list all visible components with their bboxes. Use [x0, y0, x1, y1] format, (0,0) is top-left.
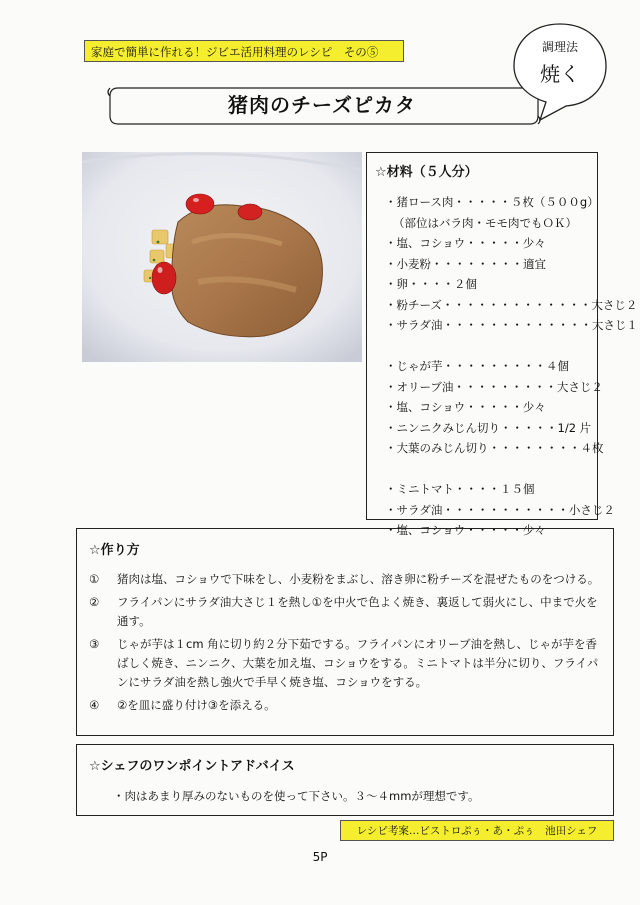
step-text: ②を皿に盛り付け③を添える。 [117, 698, 276, 712]
chef-advice-heading: ☆シェフのワンポイントアドバイス [89, 759, 295, 774]
ingredient-line [375, 459, 591, 480]
ingredient-line: ・じゃが芋・・・・・・・・・４個 [385, 359, 569, 373]
ingredients-heading: ☆材料（５人分） [375, 165, 478, 180]
step-number: ① [89, 572, 100, 586]
ingredient-line: ・塩、コショウ・・・・・少々 [385, 400, 546, 414]
ingredient-line: ・塩、コショウ・・・・・少々 [385, 236, 546, 250]
ingredient-line: ・ニンニクみじん切り・・・・・1/2 片 [385, 420, 592, 435]
step-number: ④ [89, 698, 100, 712]
steps-list [89, 570, 601, 715]
step-item [89, 593, 601, 631]
cooking-method-bubble [506, 18, 614, 126]
step-item [89, 635, 601, 692]
ingredient-line: ・卵・・・・２個 [385, 277, 477, 291]
recipe-credit: レシピ考案…ビストロぷぅ・あ・ぷぅ 池田シェフ [340, 820, 614, 841]
step-item [89, 696, 601, 715]
chef-advice-text: ・肉はあまり厚みのないものを使って下さい。３～４mmが理想です。 [113, 789, 480, 803]
page-number: 5P [312, 850, 328, 864]
step-text: 猪肉は塩、コショウで下味をし、小麦粉をまぶし、溶き卵に粉チーズを混ぜたものをつける。 [117, 572, 600, 586]
ingredient-line: ・粉チーズ・・・・・・・・・・・・・大さじ２ [385, 297, 638, 312]
ingredient-line: ・塩、コショウ・・・・・少々 [385, 523, 546, 537]
series-banner: 家庭で簡単に作れる！ジビエ活用料理のレシピ その⑤ [84, 40, 404, 62]
chef-advice-box [76, 744, 614, 816]
cooking-method-label: 調理法 [541, 40, 578, 54]
dish-photo [82, 152, 362, 362]
step-text: フライパンにサラダ油大さじ１を熱し①を中火で色よく焼き、裏返して弱火にし、中まで火を通す。 [117, 595, 598, 628]
page-title: 猪肉のチーズピカタ [228, 93, 416, 117]
ingredients-list [375, 192, 638, 541]
step-number: ③ [89, 637, 100, 651]
ingredients-box [366, 152, 638, 537]
ingredient-line [375, 336, 591, 357]
ingredient-line: ・小麦粉・・・・・・・・適宜 [385, 256, 546, 271]
step-text: じゃが芋は１cm 角に切り約２分下茹でする。フライパンにオリーブ油を熱し、じゃが芋を香ばしく焼き、ニンニク、大葉を加え塩、コショウをする。ミニトマトは半分に切り、フライパンにサラダ油を熱し強火で手早く焼き塩、コショウをする。 [117, 637, 599, 689]
cooking-method-value: 焼く [540, 62, 580, 86]
steps-box [76, 528, 614, 736]
ingredient-line: ・オリーブ油・・・・・・・・・大さじ２ [385, 379, 603, 394]
ingredient-line: ・サラダ油・・・・・・・・・・・・・大さじ１ [385, 318, 638, 332]
ingredient-line: （部位はバラ肉・モモ肉でもＯＫ） [393, 215, 577, 230]
ingredient-line: ・猪ロース肉・・・・・５枚（５００g） [385, 195, 599, 209]
step-item [89, 570, 601, 589]
ingredient-line: ・サラダ油・・・・・・・・・・・小さじ２ [385, 502, 615, 517]
title-scroll [104, 82, 540, 128]
steps-heading: ☆作り方 [89, 543, 140, 558]
step-number: ② [89, 595, 100, 609]
ingredient-line: ・大葉のみじん切り・・・・・・・・４枚 [385, 441, 604, 455]
ingredient-line: ・ミニトマト・・・・１５個 [385, 482, 535, 496]
